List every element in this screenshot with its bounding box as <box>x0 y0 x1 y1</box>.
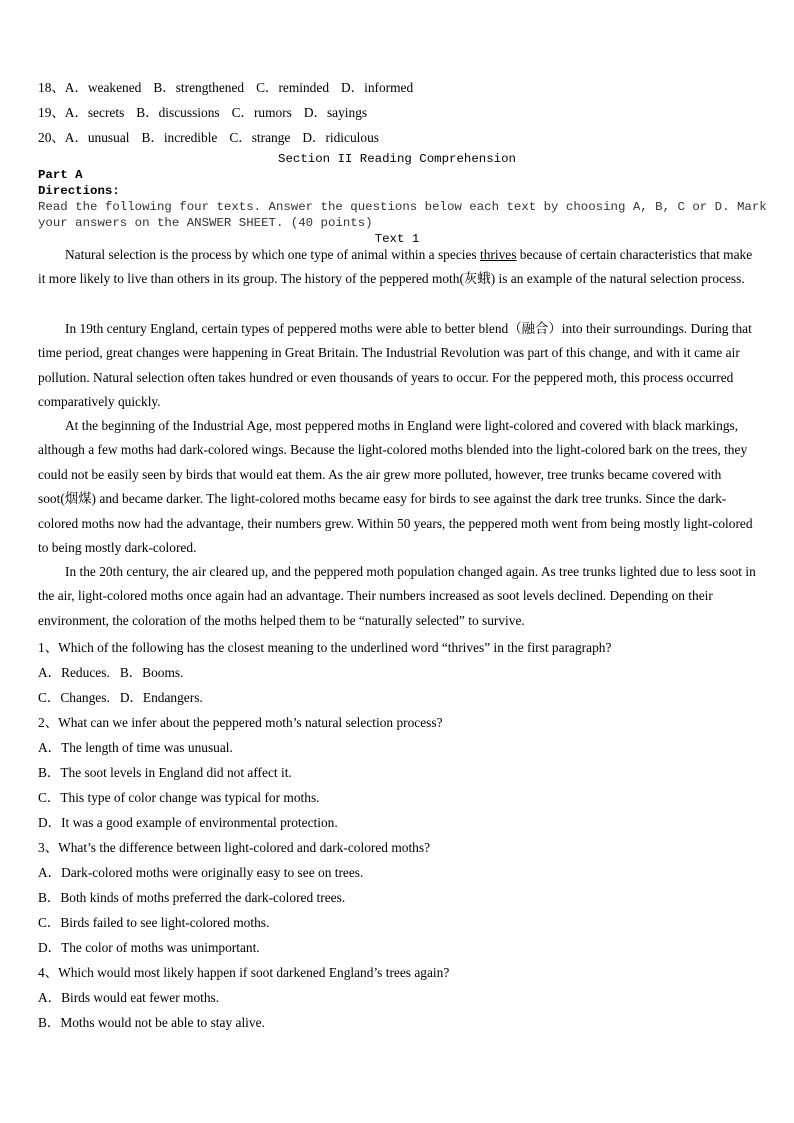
option-c: C．Changes. <box>38 690 110 705</box>
question-3-option-c: C．Birds failed to see light-colored moths. <box>38 915 270 930</box>
question-1-options-row2 <box>38 687 203 706</box>
question-3-stem: 3、What’s the difference between light-colored and dark-colored moths? <box>38 840 431 855</box>
option-b: B．incredible <box>141 130 218 145</box>
directions-text-line1: Read the following four texts. Answer the questions below each text by choosing A, B, C or D. Mark <box>38 200 767 214</box>
text-title: Text 1 <box>374 232 420 246</box>
passage-paragraph-4: In the 20th century, the air cleared up, and the peppered moth population changed again. As tree trunks lighted due to less soot in the air, light-colored moths once again had an advantage. Their numbers increased as soot levels declined. Depending on their environment, the coloration of the moths helped them to be “naturally selected” to survive. <box>38 564 756 628</box>
question-1-options-row1 <box>38 662 183 681</box>
question-1-stem: 1、Which of the following has the closest meaning to the underlined word “thrives” in the first paragraph? <box>38 640 612 655</box>
passage-paragraph-2: In 19th century England, certain types of peppered moths were able to better blend（融合）into their surroundings. During that time period, great changes were happening in Great Britain. The Industrial Revolution was part of this change, and with it came air pollution. Natural selection often takes hundred or even thousands of years to occur. For the peppered moth, this process occurred comparatively quickly. <box>38 321 752 410</box>
option-a: A．secrets <box>64 105 125 120</box>
option-c: C．rumors <box>231 105 292 120</box>
option-a: A．weakened <box>64 80 142 95</box>
option-d: D．sayings <box>303 105 368 120</box>
directions-label: Directions: <box>38 184 120 198</box>
option-b: B．Booms. <box>119 665 184 680</box>
underlined-word: thrives <box>480 247 517 262</box>
item-number: 18、 <box>38 80 65 95</box>
passage-paragraph-3: At the beginning of the Industrial Age, most peppered moths in England were light-colored and covered with black markings, although a few moths had dark-colored wings. Because the light-colored moths blended into the light-colored bark on the trees, they could not be easily seen by birds that would eat them. As the air grew more polluted, however, tree trunks became covered with soot(烟煤) and became darker. The light-colored moths became easy for birds to see against the dark tree trunks. Since the dark-colored moths now had the advantage, their numbers grew. Within 50 years, the peppered moth went from being mostly light-colored to being mostly dark-colored. <box>38 418 753 556</box>
option-d: D．ridiculous <box>302 130 379 145</box>
question-3-option-d: D．The color of moths was unimportant. <box>38 940 260 955</box>
question-4-stem: 4、Which would most likely happen if soot darkened England’s trees again? <box>38 965 450 980</box>
cloze-item-19 <box>38 102 379 121</box>
option-d: D．informed <box>341 80 414 95</box>
question-4-option-a: A．Birds would eat fewer moths. <box>38 990 220 1005</box>
question-2-option-b: B．The soot levels in England did not affect it. <box>38 765 292 780</box>
option-a: A．Reduces. <box>38 665 110 680</box>
option-b: B．strengthened <box>153 80 245 95</box>
question-4-option-b: B．Moths would not be able to stay alive. <box>38 1015 265 1030</box>
passage-paragraph-1: Natural selection is the process by which one type of animal within a species thrives because of certain characteristics that make it more likely to live than others in its group. The history of the peppered moth(灰蛾) is an example of the natural selection process. <box>38 247 753 287</box>
question-2-option-c: C．This type of color change was typical for moths. <box>38 790 320 805</box>
question-2-option-a: A．The length of time was unusual. <box>38 740 233 755</box>
option-c: C．reminded <box>256 80 330 95</box>
item-number: 19、 <box>38 105 65 120</box>
cloze-item-18 <box>38 77 425 96</box>
option-d: D．Endangers. <box>119 690 203 705</box>
option-c: C．strange <box>229 130 291 145</box>
question-2-option-d: D．It was a good example of environmental protection. <box>38 815 338 830</box>
question-2-stem: 2、What can we infer about the peppered moth’s natural selection process? <box>38 715 443 730</box>
option-a: A．unusual <box>64 130 130 145</box>
question-3-option-b: B．Both kinds of moths preferred the dark-colored trees. <box>38 890 346 905</box>
item-number: 20、 <box>38 130 65 145</box>
question-3-option-a: A．Dark-colored moths were originally easy to see on trees. <box>38 865 364 880</box>
cloze-item-20 <box>38 127 391 146</box>
part-label: Part A <box>38 168 83 182</box>
directions-text-line2: your answers on the ANSWER SHEET. (40 points) <box>38 216 373 230</box>
option-b: B．discussions <box>136 105 220 120</box>
section-title: Section II Reading Comprehension <box>278 152 516 166</box>
